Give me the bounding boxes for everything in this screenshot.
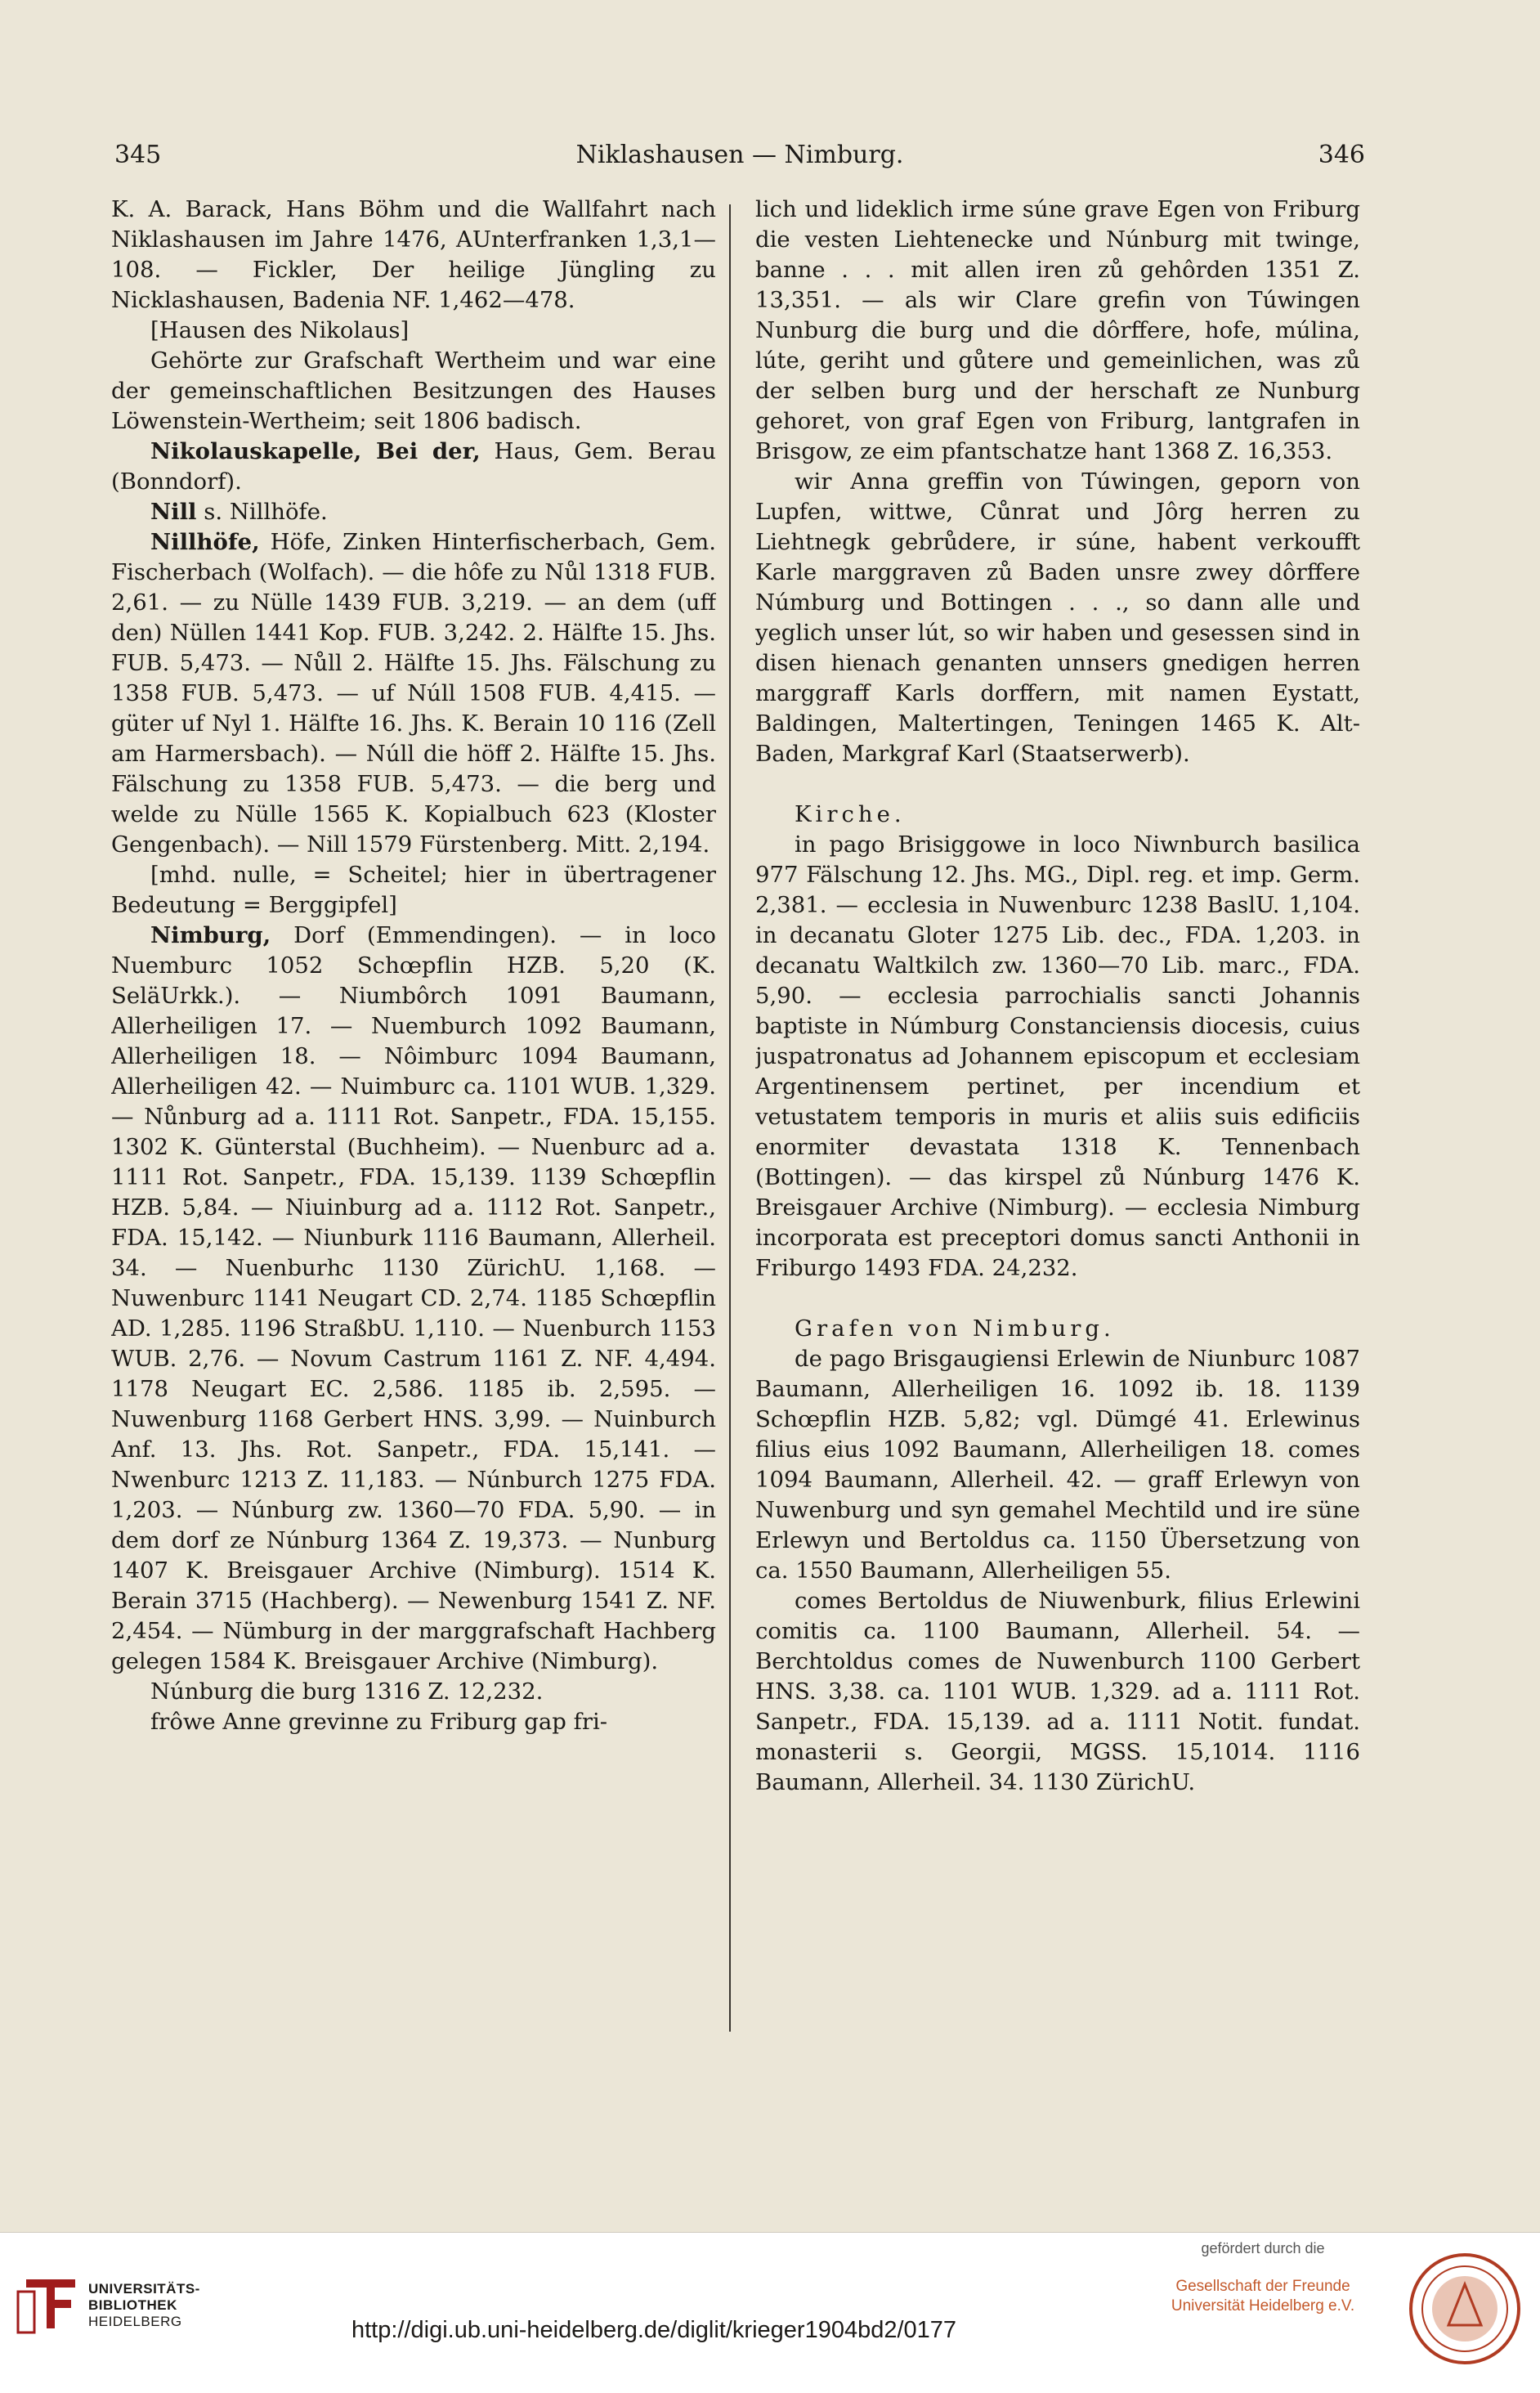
page-number-right: 346 (1318, 141, 1365, 169)
right-column (755, 195, 1360, 2050)
left-column (111, 195, 716, 2050)
entry-paragraph (111, 1707, 716, 1737)
university-seal-icon (1408, 2252, 1522, 2366)
entry-text: [Hausen des Nikolaus] (150, 317, 410, 343)
entry-paragraph (755, 195, 1360, 467)
column-divider (729, 204, 731, 2032)
entry-text: de pago Brisgaugiensi Erlewin de Niunburc 1087 Baumann, Allerheiligen 16. 1092 ib. 18. 1139 Schœpflin HZB. 5,82; vgl. Dümgé 41. Erlewinus filius eius 1092 Baumann, Allerheiligen 18. comes 1094 Baumann, Allerheil. 42. — graff Erlewyn von Nuwenburg und syn gemahel Mechtild und ire süne Erlewyn und Bertoldus ca. 1150 Übersetzung von ca. 1550 Baumann, Allerheiligen 55. (755, 1346, 1360, 1584)
library-name (88, 2281, 200, 2330)
entry-text: Grafen von Nimburg. (795, 1315, 1115, 1342)
entry-paragraph (755, 1314, 1360, 1344)
entry-paragraph (111, 195, 716, 316)
entry-text: [mhd. nulle, = Scheitel; hier in übertragener Bedeutung = Berggipfel] (111, 862, 716, 918)
entry-text: comes Bertoldus de Niuwenburk, filius Erlewini comitis ca. 1100 Baumann, Allerheil. 54. — Berchtoldus comes de Nuwenburch 1100 Gerbert HNS. 3,38. ca. 1101 WUB. 1,329. ad a. 1111 Rot. Sanpetr., FDA. 15,139. ad a. 1111 Notit. fundat. monasterii s. Georgii, MGSS. 15,1014. 1116 Baumann, Allerheil. 34. 1130 ZürichU. (755, 1588, 1360, 1795)
entry-text: Haus, Gem. Berau (Bonndorf). (111, 438, 716, 495)
sponsor-block (1144, 2240, 1381, 2316)
running-title: Niklashausen — Nimburg. (575, 141, 904, 169)
library-name-line3: HEIDELBERG (88, 2314, 182, 2329)
page-number-left: 345 (114, 141, 162, 169)
library-name-line1: UNIVERSITÄTS- (88, 2281, 200, 2297)
entry-text: s. Nillhöfe. (196, 499, 328, 525)
entry-paragraph (755, 830, 1360, 1284)
entry-text: lich und lideklich irme súne grave Egen von Friburg die vesten Liehtenecke und Núnburg mit twinge, banne . . . mit allen iren zů gehôrden 1351 Z. 13,351. — als wir Clare grefin von Túwingen Nunburg die burg und die dôrffere, hofe, múlina, lúte, geriht und gůtere und gemeinlichen, was zů der selben burg und der herschaft ze Nunburg gehoret, von graf Egen von Friburg, lantgrafen in Brisgow, ze eim pfantschatze hant 1368 Z. 16,353. (755, 196, 1360, 464)
entry-paragraph (755, 1586, 1360, 1798)
funded-by-label: gefördert durch die (1201, 2240, 1325, 2256)
entry-headword: Nimburg, (150, 922, 271, 948)
entry-paragraph (111, 527, 716, 860)
entry-paragraph (755, 800, 1360, 830)
entry-paragraph (111, 921, 716, 1677)
university-library-logo-icon (10, 2263, 92, 2345)
entry-paragraph (111, 497, 716, 527)
entry-paragraph (755, 1344, 1360, 1586)
entry-headword: Nill (150, 499, 197, 525)
entry-paragraph (111, 346, 716, 437)
entry-text: wir Anna greffin von Túwingen, geporn von Lupfen, wittwe, Cůnrat und Jôrg herren zu Liehtnegk gebrůdere, ir súne, habent verkoufft Karle marggraven zů Baden unsre zwey dôrffere Númburg und Bottingen . . ., so dann alle und yeglich unser lút, so wir haben und gesessen sind in disen hienach genanten unnsers gnedigen herren marggraff Karls dorffern, mit namen Eystatt, Baldingen, Maltertingen, Teningen 1465 K. Alt-Baden, Markgraf Karl (Staatserwerb). (755, 468, 1360, 767)
society-name-line1: Gesellschaft der Freunde (1175, 2278, 1350, 2295)
entry-paragraph (111, 316, 716, 346)
entry-headword: Nillhöfe, (150, 529, 260, 555)
entry-paragraph (111, 1677, 716, 1707)
entry-text: K. A. Barack, Hans Böhm und die Wallfahrt nach Niklashausen im Jahre 1476, AUnterfranken 1,3,1—108. — Fickler, Der heilige Jüngling zu Nicklashausen, Badenia NF. 1,462—478. (111, 196, 716, 313)
entry-text: Kirche. (795, 801, 906, 827)
permalink-url[interactable]: http://digi.ub.uni-heidelberg.de/diglit/krieger1904bd2/0177 (351, 2317, 957, 2343)
entry-headword: Nikolauskapelle, Bei der, (150, 438, 481, 464)
library-name-line2: BIBLIOTHEK (88, 2297, 177, 2313)
entry-text: Dorf (Emmendingen). — in loco Nuemburc 1052 Schœpflin HZB. 5,20 (K. SeläUrkk.). — Niumbôrch 1091 Baumann, Allerheiligen 17. — Nuemburch 1092 Baumann, Allerheiligen 18. — Nôimburc 1094 Baumann, Allerheiligen 42. — Nuimburc ca. 1101 WUB. 1,329. — Nůnburg ad a. 1111 Rot. Sanpetr., FDA. 15,155. 1302 K. Günterstal (Buchheim). — Nuenburc ad a. 1111 Rot. Sanpetr., FDA. 15,139. 1139 Schœpflin HZB. 5,84. — Niuinburg ad a. 1112 Rot. Sanpetr., FDA. 15,142. — Niunburk 1116 Baumann, Allerheil. 34. — Nuenburhc 1130 ZürichU. 1,168. — Nuwenburc 1141 Neugart CD. 2,74. 1185 Schœpflin AD. 1,285. 1196 StraßbU. 1,110. — Nuenburch 1153 WUB. 2,76. — Novum Castrum 1161 Z. NF. 4,494. 1178 Neugart EC. 2,586. 1185 ib. 2,595. — Nuwenburg 1168 Gerbert HNS. 3,99. — Nuinburch Anf. 13. Jhs. Rot. Sanpetr., FDA. 15,141. — Nwenburc 1213 Z. 11,183. — Núnburch 1275 FDA. 1,203. — Núnburg zw. 1360—70 FDA. 5,90. — in dem dorf ze Núnburg 1364 Z. 19,373. — Nunburg 1407 K. Breisgauer Archive (Nimburg). 1514 K. Berain 3715 (Hachberg). — Newenburg 1541 Z. NF. 2,454. — Nümburg in der marggrafschaft Hachberg gelegen 1584 K. Breisgauer Archive (Nimburg). (111, 922, 716, 1674)
entry-text: in pago Brisiggowe in loco Niwnburch basilica 977 Fälschung 12. Jhs. MG., Dipl. reg. et imp. Germ. 2,381. — ecclesia in Nuwenburc 1238 BaslU. 1,104. in decanatu Gloter 1275 Lib. dec., FDA. 1,203. in decanatu Waltkilch zw. 1360—70 Lib. marc., FDA. 5,90. — ecclesia parrochialis sancti Johannis baptiste in Númburg Constanciensis diocesis, cuius juspatronatus ad Johannem episcopum et ecclesiam Argentinensem pertinet, per incendium et vetustatem temporis in muris et aliis suis edificiis enormiter devastata 1318 K. Tennenbach (Bottingen). — das kirspel zů Núnburg 1476 K. Breisgauer Archive (Nimburg). — ecclesia Nimburg incorporata est preceptori domus sancti Anthonii in Friburgo 1493 FDA. 24,232. (755, 831, 1360, 1281)
entry-paragraph (755, 467, 1360, 769)
entry-text: frôwe Anne grevinne zu Friburg gap fri- (150, 1709, 608, 1735)
society-name-line2: Universität Heidelberg e.V. (1171, 2297, 1355, 2315)
entry-paragraph (111, 437, 716, 497)
entry-text: Gehörte zur Grafschaft Wertheim und war eine der gemeinschaftlichen Besitzungen des Hauses Löwenstein-Wertheim; seit 1806 badisch. (111, 347, 716, 434)
running-head (114, 137, 1365, 173)
entry-paragraph (111, 860, 716, 921)
entry-text: Núnburg die burg 1316 Z. 12,232. (150, 1678, 544, 1705)
entry-text: Höfe, Zinken Hinterfischerbach, Gem. Fischerbach (Wolfach). — die hôfe zu Nůl 1318 FUB. 2,61. — zu Nülle 1439 FUB. 3,219. — an dem (uff den) Nüllen 1441 Kop. FUB. 3,242. 2. Hälfte 15. Jhs. FUB. 5,473. — Nůll 2. Hälfte 15. Jhs. Fälschung zu 1358 FUB. 5,473. — uf Núll 1508 FUB. 4,415. — güter uf Nyl 1. Hälfte 16. Jhs. K. Berain 10 116 (Zell am Harmersbach). — Núll die höff 2. Hälfte 15. Jhs. Fälschung zu 1358 FUB. 5,473. — die berg und welde zu Nülle 1565 K. Kopialbuch 623 (Kloster Gengenbach). — Nill 1579 Fürstenberg. Mitt. 2,194. (111, 529, 716, 858)
